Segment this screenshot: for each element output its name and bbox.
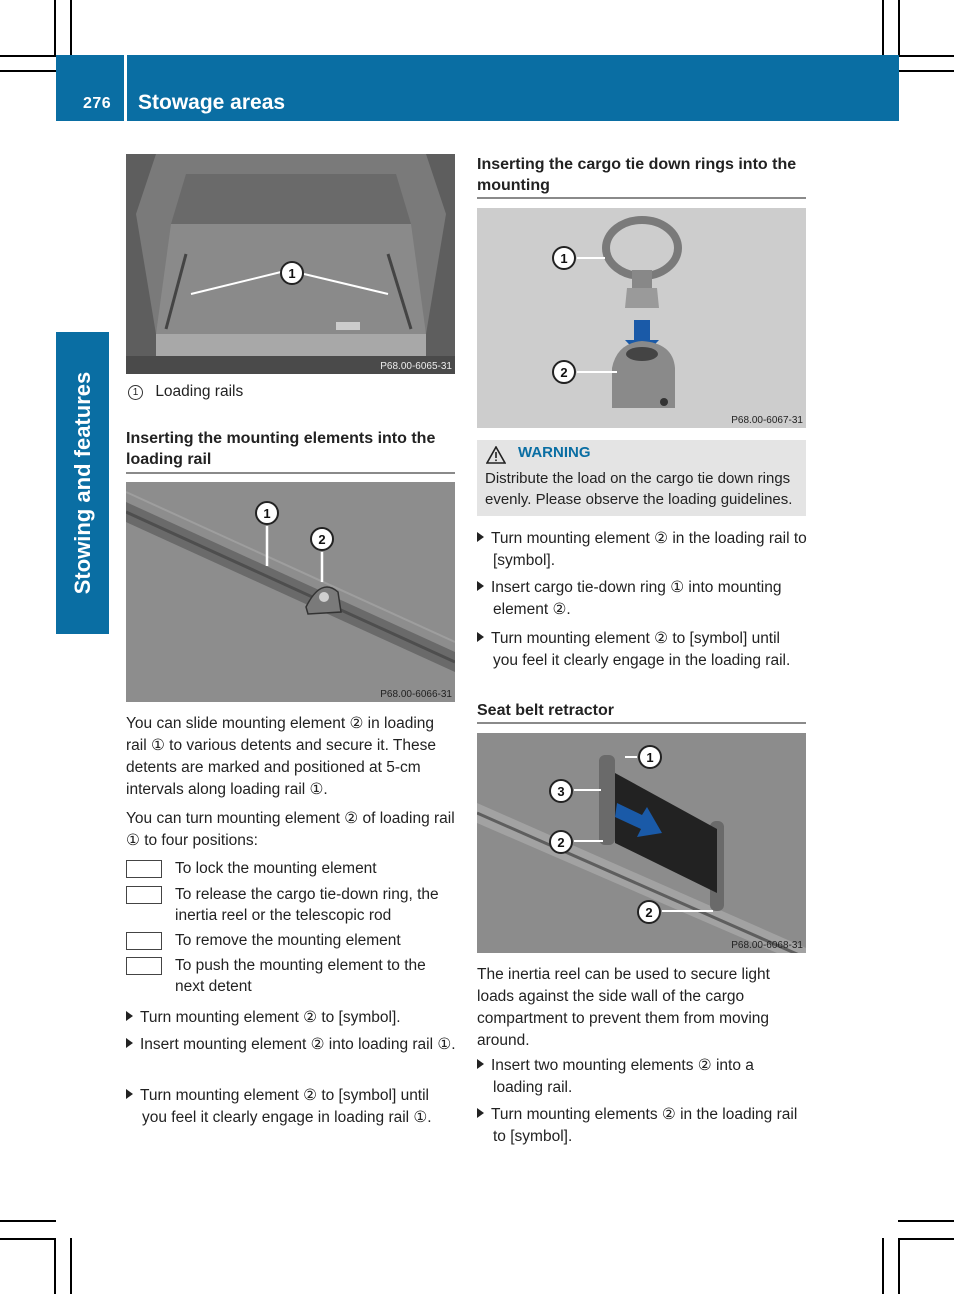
callout-1: 1 bbox=[552, 246, 576, 270]
paragraph: You can slide mounting element ② in loading rail ① to various detents and secure it. These detents are marked and positioned at 5-cm intervals along loading rail ①. bbox=[126, 715, 436, 798]
legend-item bbox=[126, 381, 243, 403]
crop-mark bbox=[898, 55, 954, 57]
callout-3: 3 bbox=[549, 779, 573, 803]
step-item bbox=[477, 528, 808, 572]
paragraph: You can turn mounting element ② of loading rail ① to four positions: bbox=[126, 810, 455, 849]
crop-mark bbox=[898, 1238, 954, 1240]
release-symbol-icon bbox=[126, 886, 162, 904]
section-title: Stowage areas bbox=[138, 91, 286, 114]
crop-mark bbox=[898, 1238, 900, 1294]
loading-rail-illustration bbox=[126, 482, 455, 702]
figure-loading-rail bbox=[126, 482, 455, 702]
step-arrow-icon bbox=[477, 1059, 484, 1069]
crop-mark bbox=[0, 70, 56, 72]
callout-1: 1 bbox=[638, 745, 662, 769]
step-item bbox=[477, 577, 808, 621]
crop-mark bbox=[0, 1238, 56, 1240]
warning-triangle-icon bbox=[486, 446, 506, 464]
position-item: To lock the mounting element bbox=[175, 860, 377, 877]
step-item bbox=[126, 1034, 457, 1056]
figure-tie-down-ring bbox=[477, 208, 806, 428]
position-item: To push the mounting element to the next detent bbox=[175, 957, 426, 995]
page-number: 276 bbox=[83, 95, 112, 112]
crop-mark bbox=[882, 0, 884, 55]
heading-rule bbox=[477, 197, 806, 199]
callout-2: 2 bbox=[549, 830, 573, 854]
legend-text: Loading rails bbox=[155, 383, 244, 400]
figure-code: P68.00-6066-31 bbox=[380, 689, 452, 700]
step-arrow-icon bbox=[477, 532, 484, 542]
crop-mark bbox=[70, 0, 72, 55]
remove-symbol-icon bbox=[126, 932, 162, 950]
step-text: Turn mounting element ② to [symbol]. bbox=[140, 1009, 401, 1026]
callout-1: 1 bbox=[255, 501, 279, 525]
step-item bbox=[477, 1055, 808, 1099]
step-arrow-icon bbox=[477, 632, 484, 642]
crop-mark bbox=[882, 1238, 884, 1294]
section-heading: Inserting the cargo tie down rings into the mounting bbox=[477, 156, 797, 194]
section-heading: Inserting the mounting elements into the loading rail bbox=[126, 430, 436, 468]
heading-rule bbox=[126, 472, 455, 474]
step-text: Insert two mounting elements ② into a loading rail. bbox=[491, 1057, 754, 1096]
callout-1: 1 bbox=[280, 261, 304, 285]
callout-ref: 1 bbox=[128, 385, 143, 400]
step-arrow-icon bbox=[477, 581, 484, 591]
step-arrow-icon bbox=[477, 1108, 484, 1118]
section-heading: Seat belt retractor bbox=[477, 702, 614, 719]
header-divider bbox=[124, 55, 127, 121]
step-item bbox=[477, 1104, 808, 1148]
figure-code: P68.00-6067-31 bbox=[731, 415, 803, 426]
step-text: Turn mounting elements ② in the loading rail to [symbol]. bbox=[491, 1106, 798, 1145]
position-item: To remove the mounting element bbox=[175, 932, 401, 949]
figure-code: P68.00-6068-31 bbox=[731, 940, 803, 951]
callout-2: 2 bbox=[637, 900, 661, 924]
step-item bbox=[477, 628, 808, 672]
crop-mark bbox=[898, 1220, 954, 1222]
step-arrow-icon bbox=[126, 1011, 133, 1021]
crop-mark bbox=[898, 0, 900, 55]
push-symbol-icon bbox=[126, 957, 162, 975]
crop-mark bbox=[0, 55, 56, 57]
step-arrow-icon bbox=[126, 1089, 133, 1099]
chapter-tab-label: Stowing and features bbox=[69, 371, 95, 595]
warning-text: Distribute the load on the cargo tie down rings evenly. Please observe the loading guidelines. bbox=[485, 470, 793, 508]
heading-rule bbox=[477, 722, 806, 724]
warning-title: WARNING bbox=[518, 444, 591, 461]
position-item: To release the cargo tie-down ring, the inertia reel or the telescopic rod bbox=[175, 886, 439, 924]
callout-2: 2 bbox=[310, 527, 334, 551]
step-text: Turn mounting element ② in the loading rail to [symbol]. bbox=[491, 530, 807, 569]
crop-mark bbox=[898, 70, 954, 72]
crop-mark bbox=[54, 0, 56, 55]
crop-mark bbox=[0, 1220, 56, 1222]
step-item bbox=[126, 1007, 457, 1029]
step-text: Turn mounting element ② to [symbol] until you feel it clearly engage in loading rail ①. bbox=[140, 1087, 432, 1126]
tie-down-ring-illustration bbox=[477, 208, 806, 428]
step-text: Insert mounting element ② into loading rail ①. bbox=[140, 1036, 456, 1053]
step-text: Insert cargo tie-down ring ① into mounting element ②. bbox=[491, 579, 782, 618]
crop-mark bbox=[54, 1238, 56, 1294]
callout-2: 2 bbox=[552, 360, 576, 384]
crop-mark bbox=[70, 1238, 72, 1294]
chapter-tab bbox=[56, 332, 109, 634]
paragraph: The inertia reel can be used to secure light loads against the side wall of the cargo compartment to prevent them from moving around. bbox=[477, 966, 770, 1049]
step-text: Turn mounting element ② to [symbol] until you feel it clearly engage in the loading rail. bbox=[491, 630, 791, 669]
figure-code: P68.00-6065-31 bbox=[380, 361, 452, 372]
figure-cargo-compartment bbox=[126, 154, 455, 374]
lock-symbol-icon bbox=[126, 860, 162, 878]
step-item bbox=[126, 1085, 457, 1129]
step-arrow-icon bbox=[126, 1038, 133, 1048]
figure-seat-belt-retractor bbox=[477, 733, 806, 953]
